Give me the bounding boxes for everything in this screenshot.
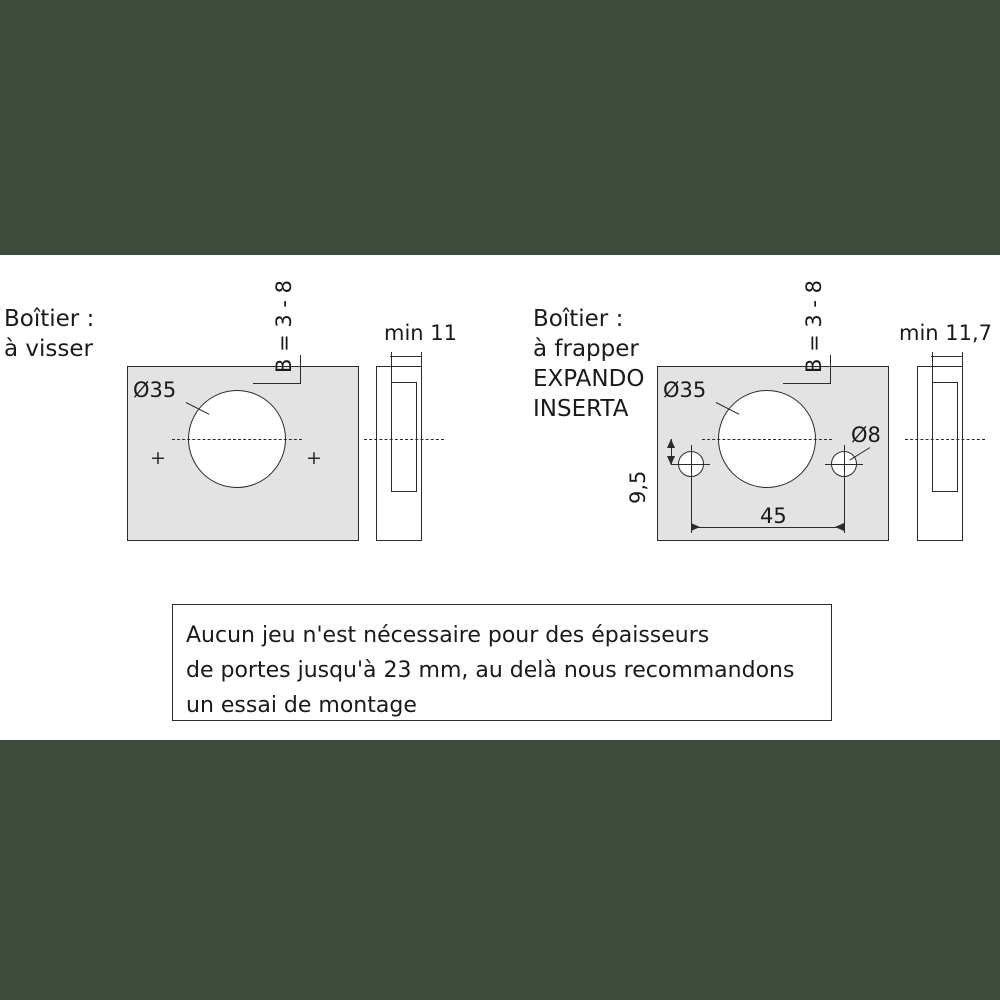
right-horizontal-dim-line [691,527,844,528]
left-screw-mark-1: + [150,447,166,469]
left-diameter-label: Ø35 [133,378,177,402]
right-diameter-label: Ø35 [663,378,707,402]
left-edge-dim-ext-left [391,352,392,384]
left-edge-dimension-label: min 11 [384,321,457,345]
right-vertical-dim-arrow-bottom [667,456,675,465]
left-edge-dimension-line [390,356,422,357]
white-sheet [0,255,1000,740]
right-dowel-label: Ø8 [851,423,881,447]
left-depth-leader-vertical [300,355,301,383]
left-edge-centerline [364,439,444,440]
right-caption-line4: INSERTA [533,396,629,422]
left-edge-view-cup-slot [391,382,417,492]
right-centerline-horizontal [702,439,832,440]
right-edge-dimension-label: min 11,7 [899,321,993,345]
left-depth-label: B = 3 - 8 [272,279,296,373]
left-centerline-horizontal [172,439,302,440]
left-caption-line2: à visser [4,336,93,362]
left-edge-dim-ext-right [421,352,422,372]
left-caption-line1: Boîtier : [4,306,95,332]
right-vertical-dimension-label: 9,5 [626,470,650,504]
note-line-2: de portes jusqu'à 23 mm, au delà nous recommandons [186,658,795,683]
right-horizontal-dim-ext-left [691,477,692,533]
note-line-3: un essai de montage [186,693,417,718]
right-edge-dimension-line [931,356,963,357]
right-caption-line1: Boîtier : [533,306,624,332]
left-screw-mark-2: + [306,447,322,469]
right-edge-centerline [905,439,985,440]
right-depth-leader-vertical [830,355,831,383]
right-caption-line2: à frapper [533,336,639,362]
right-edge-dim-ext-right [962,352,963,372]
right-horizontal-dim-arrow-left [691,523,700,531]
right-depth-label: B = 3 - 8 [802,279,826,373]
right-edge-dim-ext-left [932,352,933,384]
right-vertical-dim-arrow-top [667,439,675,448]
right-horizontal-dimension-label: 45 [760,504,787,528]
right-caption-line3: EXPANDO [533,366,645,392]
right-depth-leader-horizontal [783,383,831,384]
right-horizontal-dim-arrow-right [835,523,844,531]
note-line-1: Aucun jeu n'est nécessaire pour des épaisseurs [186,623,710,648]
right-horizontal-dim-ext-right [844,477,845,533]
right-edge-view-cup-slot [932,382,958,492]
left-depth-leader-horizontal [253,383,301,384]
